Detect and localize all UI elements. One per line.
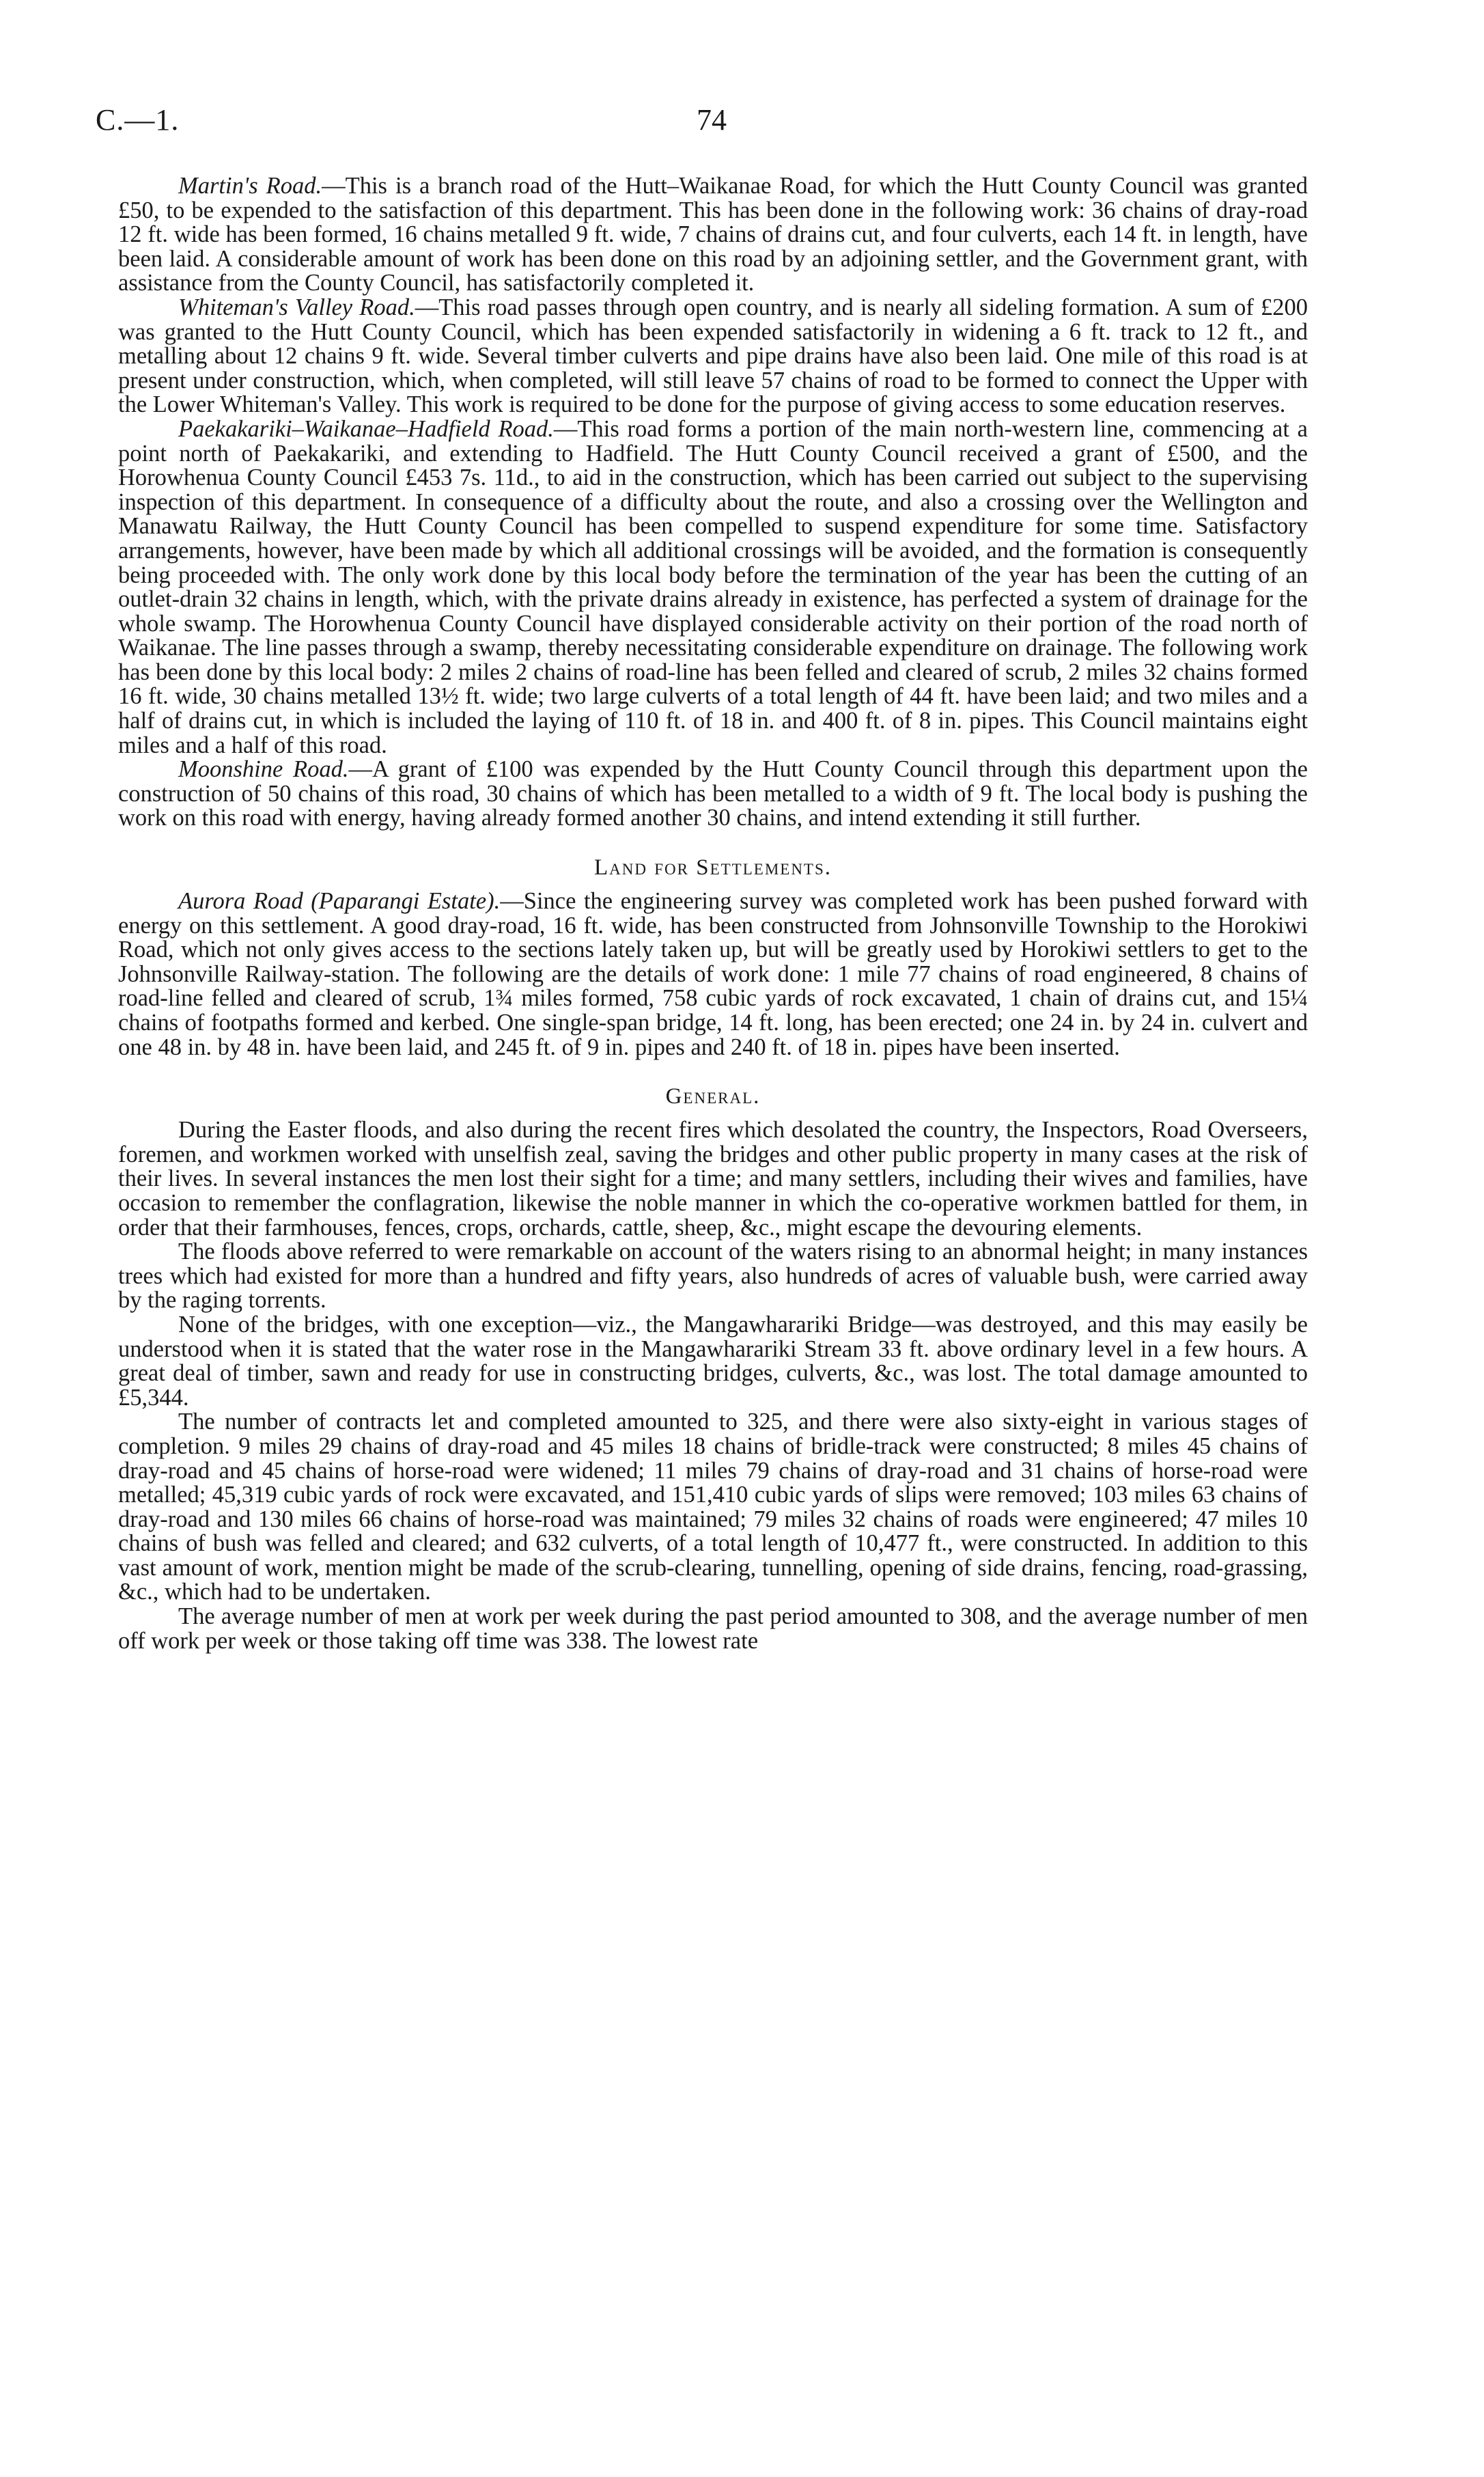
paragraph-general-fires: During the Easter floods, and also during the recent fires which desolated the country, the Inspectors, Road Overseers, foremen, and workmen worked with unselfish zeal, saving the bridges and other public property in many cases at the risk of their lives. In several instances the men lost their sight for a time; and many settlers, including their wives and families, have occasion to remember the conflagration, likewise the noble manner in which the co-operative workmen battled for them, in order that their farmhouses, fences, crops, orchards, cattle, sheep, &c., might escape the devouring elements. [118,1117,1308,1241]
paragraph-text: —This road passes through open country, and is nearly all sideling formation. A sum of £200 was granted to the Hutt County Council, which has been expended satisfactorily in widening a 6 ft. track to 12 ft., and metalling about 12 chains 9 ft. wide. Several timber culverts and pipe drains have also been laid. One mile of this road is at present under construction, which, when completed, will still leave 57 chains of road to be formed to connect the Upper with the Lower Whiteman's Valley. This work is required to be done for the purpose of giving access to some education reserves. [118,294,1308,418]
paragraph-lead: Martin's Road. [178,173,322,199]
section-heading-general: General. [665,1084,761,1109]
paragraph-text: —Since the engineering survey was completed work has been pushed forward with energy on this settlement. A good dray-road, 16 ft. wide, has been constructed from Johnsonville Township to the Horokiwi Road, which not only gives access to the sections lately taken up, but will be greatly used by Horokiwi settlers to get to the Johnsonville Railway-station. The following are the details of work done: 1 mile 77 chains of road engineered, 8 chains of road-line felled and cleared of scrub, 1¾ miles formed, 758 cubic yards of rock excavated, 1 chain of drains cut, and 15¼ chains of footpaths formed and kerbed. One single-span bridge, 14 ft. long, has been erected; one 24 in. by 24 in. culvert and one 48 in. by 48 in. have been laid, and 245 ft. of 9 in. pipes and 240 ft. of 18 in. pipes have been inserted. [118,888,1308,1060]
paragraph-whitemans-valley-road [118,296,1308,417]
document-reference: C.—1. [96,103,180,137]
paragraph-general-floods: The floods above referred to were remarkable on account of the waters rising to an abnormal height; in many instances trees which had existed for more than a hundred and fifty years, also hundreds of acres of valuable bush, were carried away by the raging torrents. [118,1238,1308,1314]
paragraph-general-contracts: The number of contracts let and completed amounted to 325, and there were also sixty-eight in various stages of completion. 9 miles 29 chains of dray-road and 45 miles 18 chains of bridle-track were constructed; 8 miles 45 chains of dray-road and 45 chains of horse-road were widened; 11 miles 79 chains of dray-road and 31 chains of horse-road were metalled; 45,319 cubic yards of rock were excavated, and 151,410 cubic yards of slips were removed; 103 miles 63 chains of dray-road and 130 miles 66 chains of horse-road was maintained; 79 miles 32 chains of roads were engineered; 47 miles 10 chains of bush was felled and cleared; and 632 culverts, of a total length of 10,477 ft., were constructed. In addition to this vast amount of work, mention might be made of the scrub-clearing, tunnelling, opening of side drains, fencing, road-grassing, &c., which had to be undertaken. [118,1409,1308,1605]
paragraph-lead: Whiteman's Valley Road. [178,294,415,320]
paragraph-text: —A grant of £100 was expended by the Hutt County Council through this department upon the construction of 50 chains of this road, 30 chains of which has been metalled to a width of 9 ft. The local body is pushing the work on this road with energy, having already formed another 30 chains, and intend extending it still further. [118,756,1308,831]
paragraph-general-bridges: None of the bridges, with one exception—viz., the Mangawharariki Bridge—was destroyed, and this may easily be understood when it is stated that the water rose in the Mangawharariki Stream 33 ft. above ordinary level in a few hours. A great deal of timber, sawn and ready for use in constructing bridges, culverts, &c., was lost. The total damage amounted to £5,344. [118,1311,1308,1411]
section-heading-land-for-settlements: Land for Settlements. [593,855,832,881]
paragraph-moonshine-road [118,758,1308,831]
paragraph-lead: Aurora Road (Paparangi Estate). [178,888,501,915]
page-number: 74 [697,103,727,137]
paragraph-martins-road [118,174,1308,296]
paragraph-text: —This road forms a portion of the main north-western line, commencing at a point north of Paekakariki, and extending to Hadfield. The Hutt County Council received a grant of £500, and the Horowhenua County Council £453 7s. 11d., to aid in the construction, which has been carried out subject to the supervising inspection of this department. In consequence of a difficulty about the route, and also a crossing over the Wellington and Manawatu Railway, the Hutt County Council has been compelled to suspend expenditure for some time. Satisfactory arrangements, however, have been made by which all additional crossings will be avoided, and the formation is consequently being proceeded with. The only work done by this local body before the termination of the year has been the cutting of an outlet-drain 32 chains in length, which, with the private drains already in existence, has perfected a system of drainage for the whole swamp. The Horowhenua County Council have displayed considerable activity on their portion of the road north of Waikanae. The line passes through a swamp, thereby necessitating considerable expenditure on drainage. The following work has been done by this local body: 2 miles 2 chains of road-line has been felled and cleared of scrub, 2 miles 32 chains formed 16 ft. wide, 30 chains metalled 13½ ft. wide; two large culverts of a total length of 44 ft. have been laid; and two miles and a half of drains cut, in which is included the laying of 110 ft. of 18 in. and 400 ft. of 8 in. pipes. This Council maintains eight miles and a half of this road. [118,415,1308,758]
paragraph-general-average-men: The average number of men at work per week during the past period amounted to 308, and the average number of men off work per week or those taking off time was 338. The lowest rate [118,1603,1308,1654]
paragraph-lead: Moonshine Road. [178,756,349,783]
paragraph-text: —This is a branch road of the Hutt–Waikanae Road, for which the Hutt County Council was granted £50, to be expended to the satisfaction of this department. This has been done in the following work: 36 chains of dray-road 12 ft. wide has been formed, 16 chains metalled 9 ft. wide, 7 chains of drains cut, and four culverts, each 14 ft. in length, have been laid. A considerable amount of work has been done on this road by an adjoining settler, and the Government grant, with assistance from the County Council, has satisfactorily completed it. [118,173,1308,296]
page-header [96,102,1311,143]
paragraph-paekakariki-road [118,417,1308,758]
paragraph-lead: Paekakariki–Waikanae–Hadfield Road. [178,415,554,442]
paragraph-aurora-road [118,889,1308,1060]
body-text [118,174,1308,1653]
